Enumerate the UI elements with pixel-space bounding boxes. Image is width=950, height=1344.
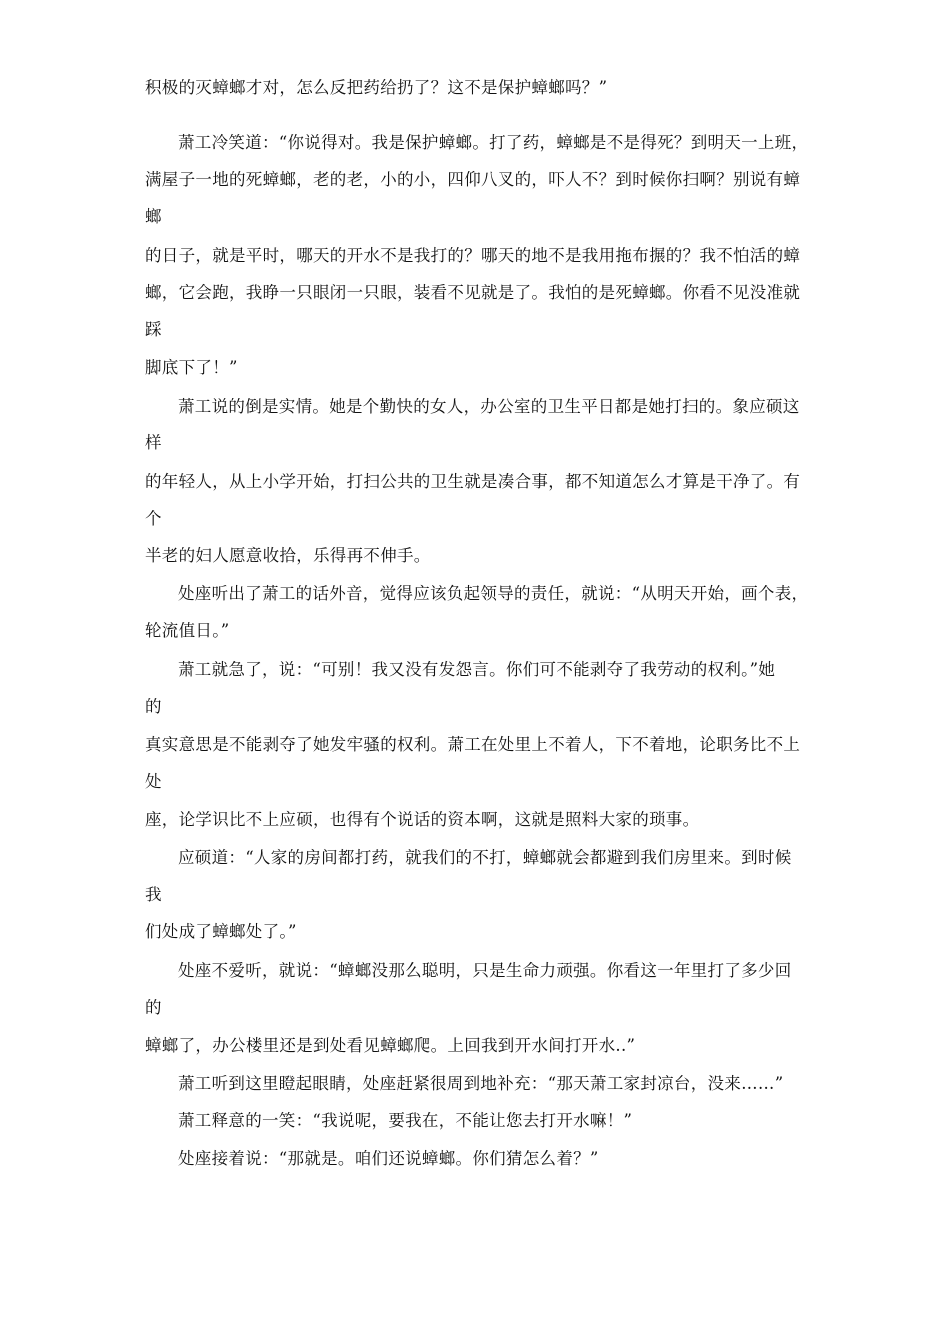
text-line: 萧工冷笑道：“你说得对。我是保护蟑螂。打了药，蟑螂是不是得死？到明天一上班， (178, 133, 809, 152)
text-line: 座，论学识比不上应硕，也得有个说话的资本啊，这就是照料大家的琐事。 (145, 810, 700, 829)
text-line: 处座接着说：“那就是。咱们还说蟑螂。你们猜怎么着？” (178, 1149, 599, 1168)
text-line: 的年轻人，从上小学开始，打扫公共的卫生就是凑合事，都不知道怎么才算是干净了。有 (145, 472, 801, 491)
text-line: 处座听出了萧工的话外音，觉得应该负起领导的责任，就说：“从明天开始，画个表， (178, 584, 809, 603)
text-line: 踩 (145, 320, 162, 339)
text-line: 萧工释意的一笑：“我说呢，要我在，不能让您去打开水嘛！” (178, 1111, 633, 1130)
text-line: 满屋子一地的死蟑螂，老的老，小的小，四仰八叉的，吓人不？到时候你扫啊？别说有蟑 (145, 170, 801, 189)
text-line: 个 (145, 509, 162, 528)
text-line: 们处成了蟑螂处了。” (145, 922, 297, 941)
text-line: 螂 (145, 207, 162, 226)
text-line: 萧工就急了，说：“可别！我又没有发怨言。你们可不能剥夺了我劳动的权利。”她 (178, 660, 776, 679)
text-line: 的 (145, 697, 162, 716)
text-line: 应硕道：“人家的房间都打药，就我们的不打，蟑螂就会都避到我们房里来。到时候 (178, 848, 792, 867)
text-line: 半老的妇人愿意收拾，乐得再不伸手。 (145, 546, 431, 565)
text-line: 萧工听到这里瞪起眼睛，处座赶紧很周到地补充：“那天萧工家封凉台，没来……” (178, 1074, 784, 1093)
text-line: 萧工说的倒是实情。她是个勤快的女人，办公室的卫生平日都是她打扫的。象应硕这 (178, 397, 800, 416)
text-line: 处座不爱听，就说：“蟑螂没那么聪明，只是生命力顽强。你看这一年里打了多少回 (178, 961, 792, 980)
text-line: 螂，它会跑，我睁一只眼闭一只眼，装看不见就是了。我怕的是死蟑螂。你看不见没准就 (145, 283, 801, 302)
text-line: 蟑螂了，办公楼里还是到处看见蟑螂爬。上回我到开水间打开水..” (145, 1036, 636, 1055)
text-line: 真实意思是不能剥夺了她发牢骚的权利。萧工在处里上不着人，下不着地，论职务比不上 (145, 735, 801, 754)
text-line: 我 (145, 885, 162, 904)
text-line: 的日子，就是平时，哪天的开水不是我打的？哪天的地不是我用拖布搌的？我不怕活的蟑 (145, 246, 801, 265)
text-line: 样 (145, 433, 162, 452)
text-line: 的 (145, 998, 162, 1017)
text-line: 积极的灭蟑螂才对，怎么反把药给扔了？这不是保护蟑螂吗？” (145, 78, 608, 97)
text-line: 处 (145, 772, 162, 791)
text-line: 轮流值日。” (145, 621, 230, 640)
text-line: 脚底下了！” (145, 358, 238, 377)
